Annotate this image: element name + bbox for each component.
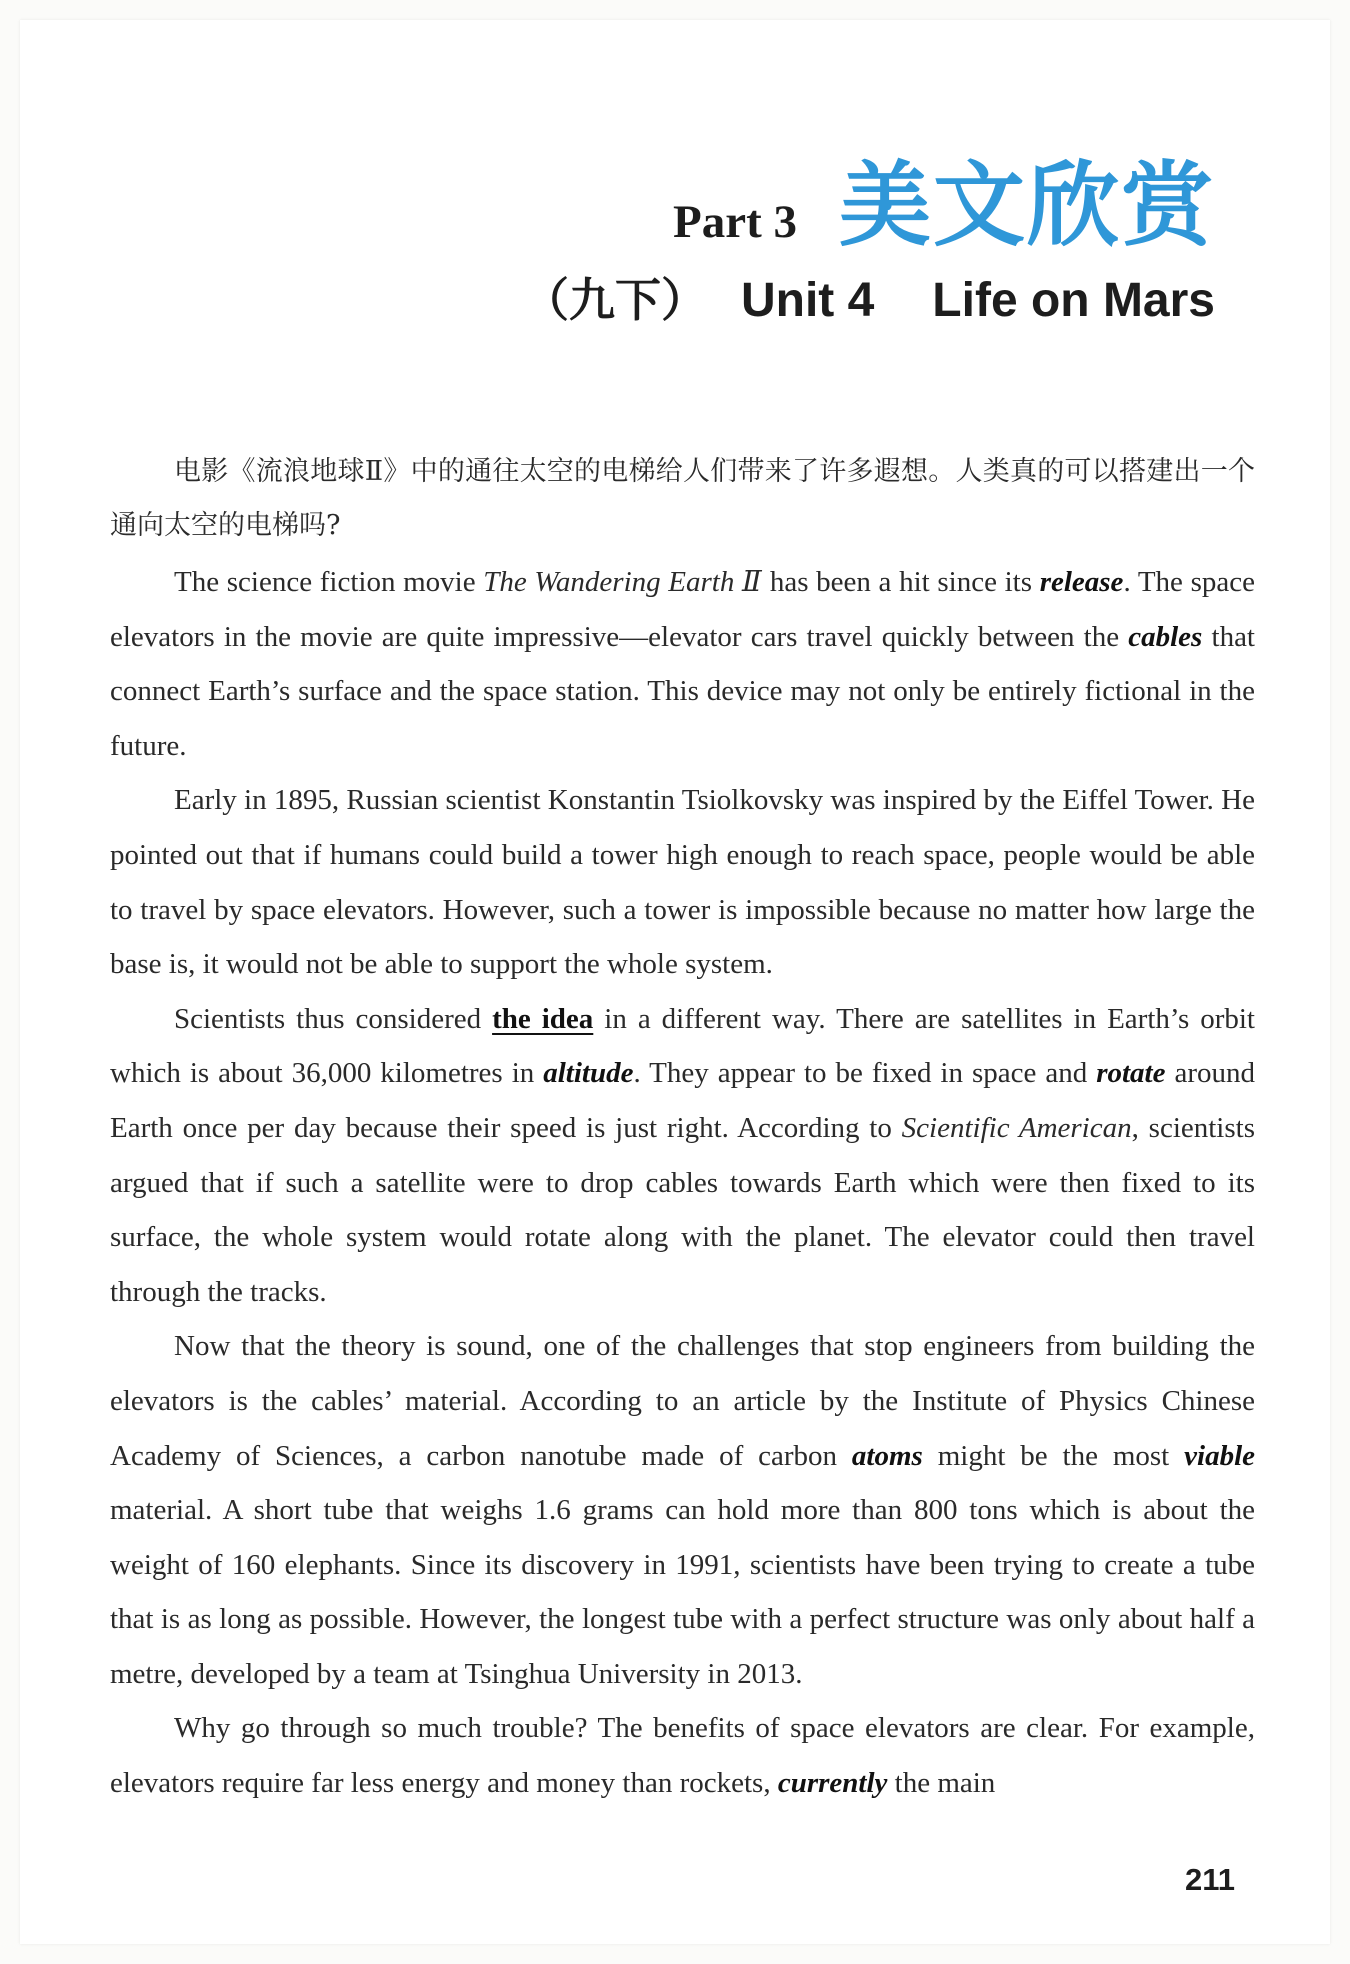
text-run: that connect Earth’s surface and the space station. This device may not only be entirely fictional in the future.: [110, 620, 1255, 762]
text-run: the main: [887, 1767, 996, 1800]
source-title: Scientific American: [901, 1111, 1132, 1144]
text-run: . They appear to be fixed in space and: [633, 1057, 1097, 1090]
keyword-rotate: rotate: [1096, 1057, 1166, 1090]
book-page: [20, 20, 1330, 1944]
keyword-currently: currently: [777, 1767, 888, 1800]
paragraph-5: [110, 1701, 1255, 1810]
text-run: might be the most: [922, 1439, 1185, 1472]
text-run: around Earth once per day because their speed is just right. According to: [110, 1057, 1255, 1144]
part-label: Part 3: [673, 196, 797, 248]
text-run: Scientists thus considered: [174, 1002, 493, 1035]
unit-title: Life on Mars: [932, 274, 1215, 327]
text-run: The science fiction movie: [174, 566, 484, 598]
text-run: . The space elevators in the movie are quite impressive—elevator cars travel quickly between the: [110, 566, 1255, 653]
grade-label: （九下）: [522, 273, 707, 327]
text-run: in a different way. There are satellites in Earth’s orbit which is about 36,000 kilometres in: [110, 1002, 1255, 1090]
text-run: Why go through so much trouble? The benefits of space elevators are clear. For example, elevators require far less energy and money than rockets,: [110, 1712, 1255, 1800]
paragraph-4: [110, 1319, 1255, 1701]
unit-label: Unit 4: [740, 274, 875, 327]
text-run: has been a hit since its: [762, 566, 1040, 598]
underlined-phrase: the idea: [492, 1002, 594, 1035]
section-header: [673, 152, 1215, 259]
unit-header: [523, 264, 1215, 330]
paragraph-2: Early in 1895, Russian scientist Konstantin Tsiolkovsky was inspired by the Eiffel Tower. He pointed out that if humans could build a tower high enough to reach space, people would be able to travel by space elevators. However, such a tower is impossible because no matter how large the base is, it would not be able to support the whole system.: [110, 784, 1255, 981]
keyword-atoms: atoms: [851, 1439, 923, 1472]
article-body: [110, 445, 1255, 1811]
keyword-cables: cables: [1128, 620, 1203, 653]
keyword-altitude: altitude: [543, 1057, 634, 1090]
text-run: , scientists argued that if such a satellite were to drop cables towards Earth which were then fixed to its surface, the whole system would rotate along with the planet. The elevator could then travel through the tracks.: [110, 1111, 1255, 1308]
chinese-intro: 电影《流浪地球Ⅱ》中的通往太空的电梯给人们带来了许多遐想。人类真的可以搭建出一个通向太空的电梯吗?: [110, 456, 1255, 541]
page-number: 211: [1184, 1862, 1235, 1897]
text-run: material. A short tube that weighs 1.6 grams can hold more than 800 tons which is about the weight of 160 elephants. Since its discovery in 1991, scientists have been trying to create a tube that is as long as possible. However, the longest tube with a perfect structure was only about half a metre, developed by a team at Tsinghua University in 2013.: [110, 1494, 1255, 1690]
keyword-viable: viable: [1184, 1439, 1255, 1472]
text-run: Now that the theory is sound, one of the challenges that stop engineers from building the elevators is the cables’ material. According to an article by the Institute of Physics Chinese Academy of Sciences, a carbon nanotube made of carbon: [110, 1330, 1255, 1472]
paragraph-1: [110, 555, 1255, 773]
keyword-release: release: [1039, 566, 1124, 598]
section-title: 美文欣赏: [838, 152, 1215, 259]
movie-title: The Wandering Earth Ⅱ: [483, 566, 763, 598]
paragraph-3: [110, 992, 1255, 1320]
